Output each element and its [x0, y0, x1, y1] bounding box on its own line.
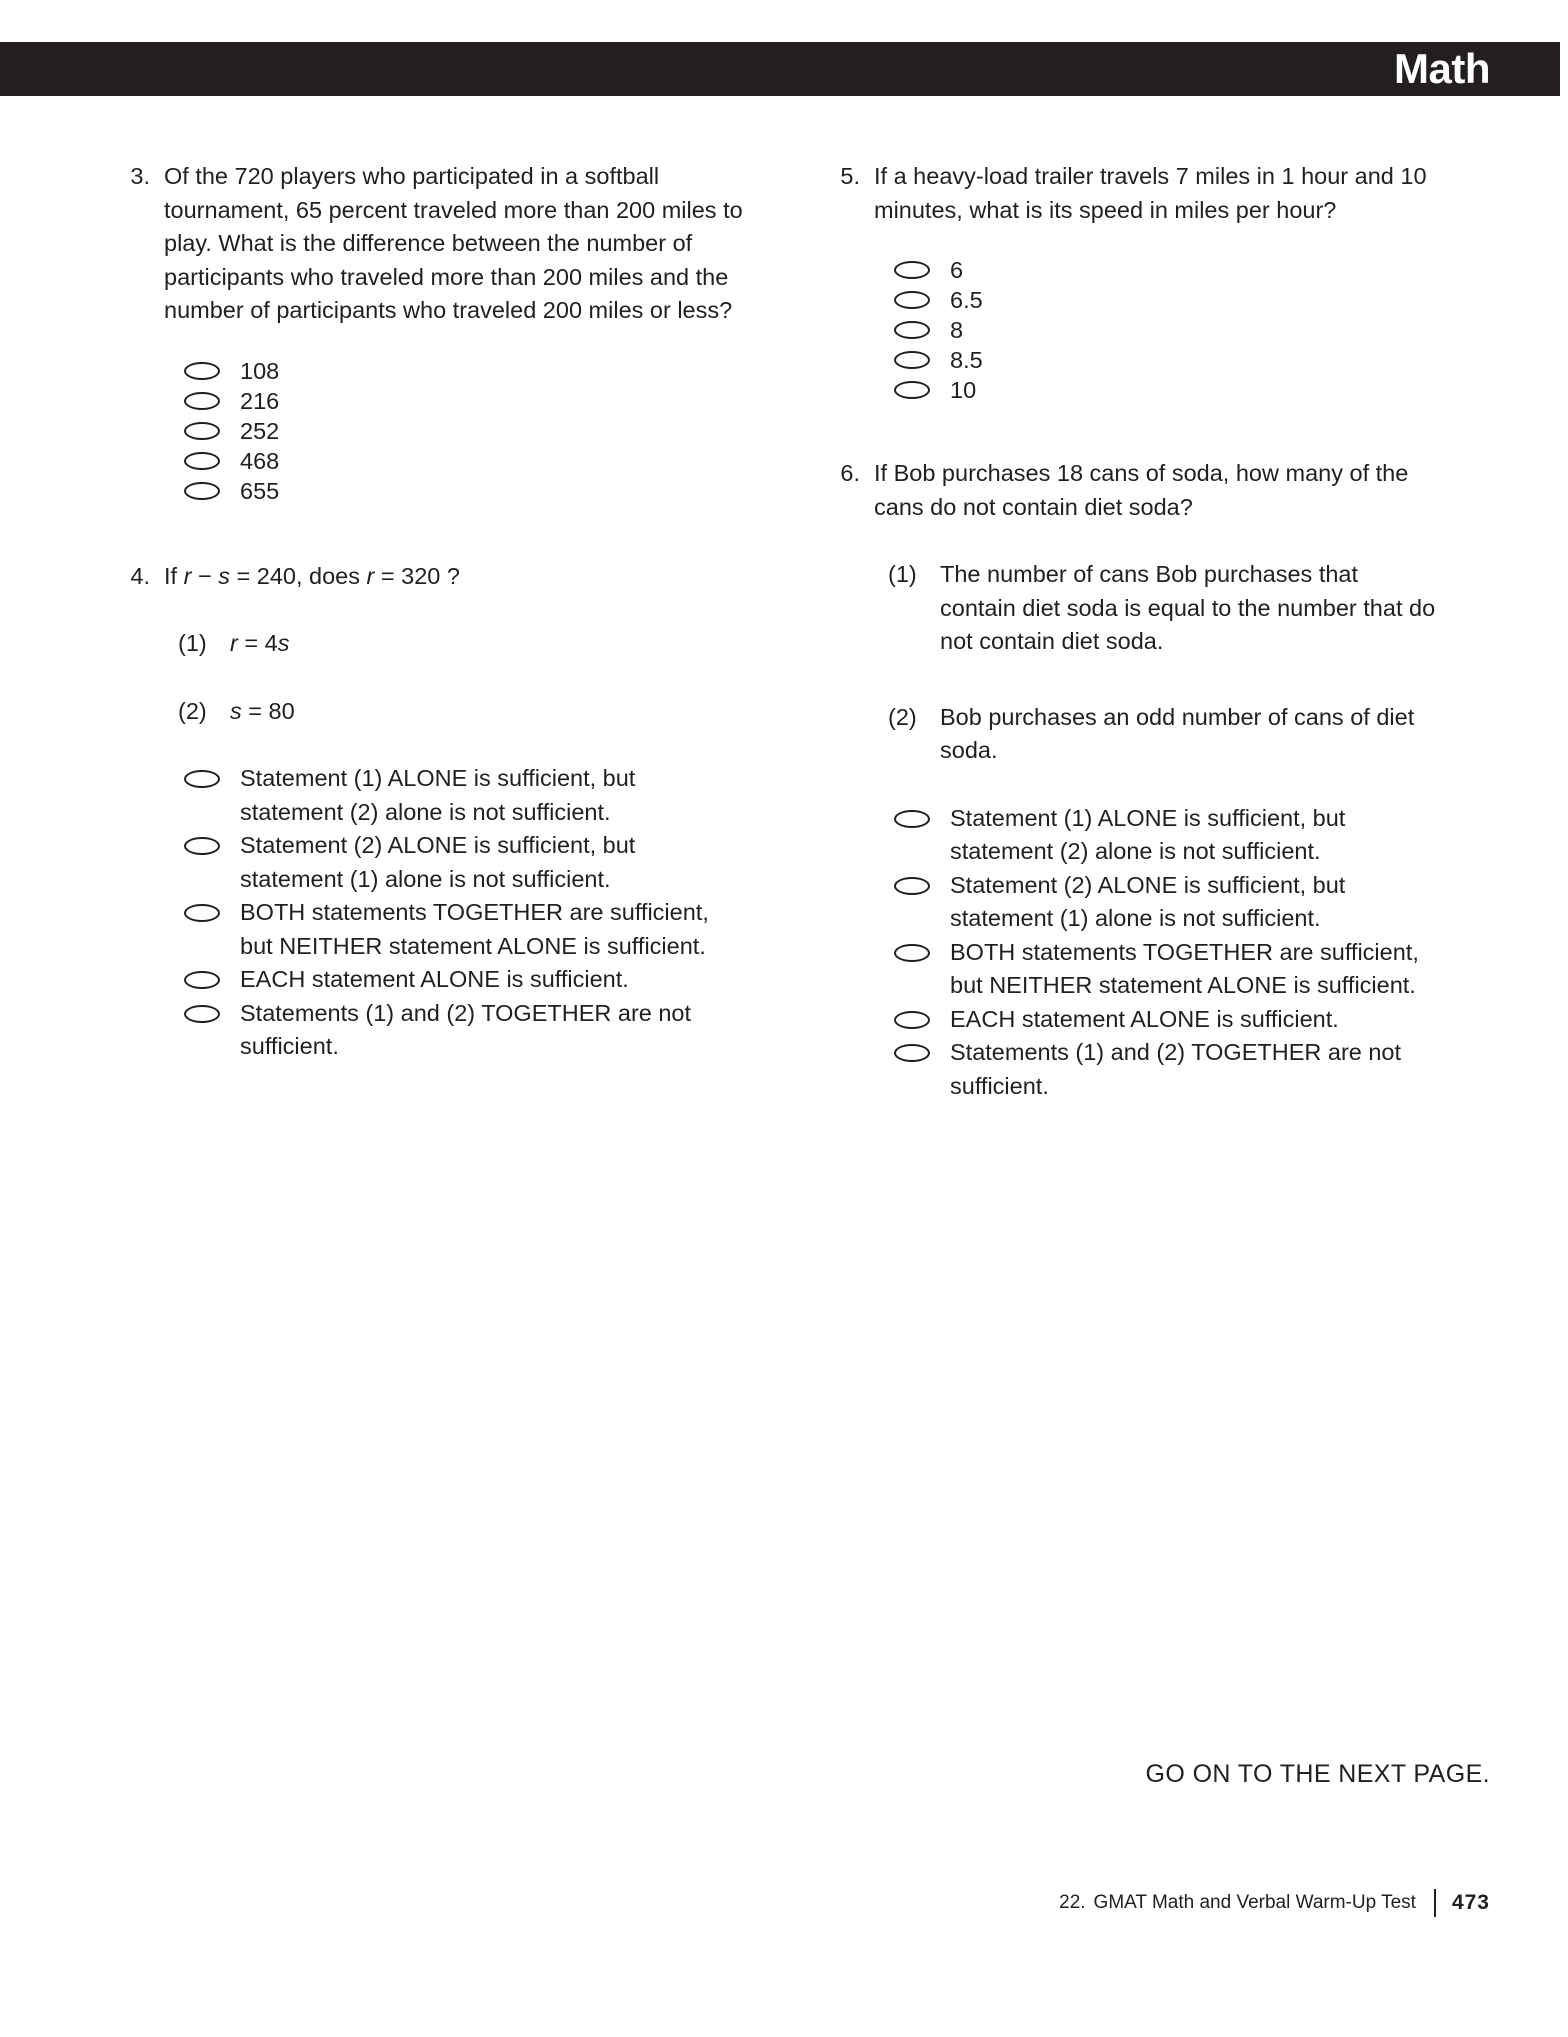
question-6-statement-2-text: Bob purchases an odd number of cans of diet soda. — [940, 703, 1415, 763]
question-6-statement-1-label: (1) — [888, 561, 917, 587]
radio-bubble-icon[interactable] — [894, 351, 930, 369]
question-5-choice-1[interactable] — [894, 255, 1492, 285]
question-4-choice-4[interactable] — [184, 963, 782, 997]
question-5-choice-3[interactable] — [894, 315, 1492, 345]
question-3-choice-5[interactable] — [184, 476, 782, 506]
q4-var-r-1: r — [183, 562, 192, 589]
question-6-choice-5[interactable] — [894, 1036, 1492, 1103]
radio-bubble-icon[interactable] — [184, 362, 220, 380]
question-4-choice-5-label: Statements (1) and (2) TOGETHER are not sufficient. — [240, 999, 692, 1059]
question-6-statement-1 — [888, 558, 1492, 659]
question-6-statement-2 — [888, 701, 1492, 768]
radio-bubble-icon[interactable] — [894, 1011, 930, 1029]
question-4-choice-2[interactable] — [184, 829, 782, 896]
radio-bubble-icon[interactable] — [894, 1044, 930, 1062]
question-3-choice-4-label: 468 — [240, 447, 280, 474]
question-6-number: 6. — [840, 460, 860, 486]
question-6-statement-1-text: The number of cans Bob purchases that contain diet soda is equal to the number that do not contain diet soda. — [940, 561, 1436, 654]
radio-bubble-icon[interactable] — [184, 904, 220, 922]
question-6-stem — [874, 457, 1454, 524]
question-6-choice-1[interactable] — [894, 802, 1492, 869]
q4-s2-eq: = 80 — [241, 697, 295, 724]
question-4-choice-5[interactable] — [184, 997, 782, 1064]
q4-s1-var-s: s — [277, 630, 290, 656]
question-5-choice-3-label: 8 — [950, 317, 964, 343]
question-4-choice-4-label: EACH statement ALONE is sufficient. — [240, 966, 629, 992]
radio-bubble-icon[interactable] — [894, 381, 930, 399]
question-6-choice-4[interactable] — [894, 1003, 1492, 1037]
question-3-choice-4[interactable] — [184, 446, 782, 476]
question-3-choice-3[interactable] — [184, 416, 782, 446]
question-5 — [832, 160, 1492, 227]
question-4-choice-3[interactable] — [184, 896, 782, 963]
go-on-notice: GO ON TO THE NEXT PAGE. — [1145, 1760, 1490, 1788]
question-5-choice-2-label: 6.5 — [950, 287, 983, 313]
question-4-statement-2 — [178, 695, 782, 729]
question-4-statements — [122, 627, 782, 728]
radio-bubble-icon[interactable] — [894, 261, 930, 279]
question-3-choice-1[interactable] — [184, 356, 782, 386]
question-4-choice-1[interactable] — [184, 762, 782, 829]
question-3-choice-1-label: 108 — [240, 357, 280, 384]
question-4-statement-2-label: (2) — [178, 697, 207, 724]
question-6-choice-1-label: Statement (1) ALONE is sufficient, but statement (2) alone is not sufficient. — [950, 804, 1346, 864]
radio-bubble-icon[interactable] — [184, 452, 220, 470]
radio-bubble-icon[interactable] — [184, 392, 220, 410]
radio-bubble-icon[interactable] — [894, 877, 930, 895]
q4-var-r-2: r — [366, 562, 375, 589]
question-5-choice-5[interactable] — [894, 375, 1492, 405]
question-3 — [122, 160, 782, 328]
question-3-choices — [122, 356, 782, 506]
q4-p2: − — [191, 562, 219, 589]
left-column — [122, 160, 782, 1103]
radio-bubble-icon[interactable] — [894, 944, 930, 962]
radio-bubble-icon[interactable] — [894, 291, 930, 309]
question-6 — [832, 457, 1492, 524]
question-6-stem-text: If Bob purchases 18 cans of soda, how many of the cans do not contain diet soda? — [874, 460, 1409, 520]
question-5-choice-1-label: 6 — [950, 257, 964, 283]
question-6-statements — [832, 558, 1492, 768]
question-4-number: 4. — [130, 562, 150, 589]
radio-bubble-icon[interactable] — [894, 321, 930, 339]
question-5-stem — [874, 160, 1454, 227]
q4-p4: = 240, does — [229, 562, 367, 589]
question-4-statement-1-text — [230, 627, 289, 661]
question-3-number: 3. — [130, 163, 150, 189]
question-4-choice-1-label: Statement (1) ALONE is sufficient, but statement (2) alone is not sufficient. — [240, 765, 636, 825]
question-6-choice-4-label: EACH statement ALONE is sufficient. — [950, 1005, 1339, 1032]
radio-bubble-icon[interactable] — [184, 482, 220, 500]
question-3-choice-2[interactable] — [184, 386, 782, 416]
question-3-choice-5-label: 655 — [240, 477, 280, 504]
question-6-choice-3-label: BOTH statements TOGETHER are sufficient, but NEITHER statement ALONE is sufficient. — [950, 938, 1419, 998]
q4-s2-var-s: s — [230, 697, 242, 724]
two-column-body — [0, 160, 1568, 1103]
q4-p6: = 320 ? — [374, 562, 460, 589]
question-6-choice-2[interactable] — [894, 869, 1492, 936]
footer-section-title: GMAT Math and Verbal Warm-Up Test — [1093, 1892, 1416, 1913]
question-5-choices — [832, 255, 1492, 405]
question-6-statement-2-label: (2) — [888, 703, 917, 730]
question-5-number: 5. — [840, 163, 860, 189]
q4-s1-var-r: r — [230, 630, 238, 656]
question-4 — [122, 560, 782, 594]
radio-bubble-icon[interactable] — [184, 1005, 220, 1023]
page-header-title: Math — [1394, 45, 1490, 92]
q4-var-s-1: s — [218, 562, 230, 589]
question-6-choice-3[interactable] — [894, 936, 1492, 1003]
question-6-choice-2-label: Statement (2) ALONE is sufficient, but statement (1) alone is not sufficient. — [950, 871, 1346, 931]
radio-bubble-icon[interactable] — [894, 810, 930, 828]
question-5-stem-text: If a heavy-load trailer travels 7 miles in 1 hour and 10 minutes, what is its speed in miles per hour? — [874, 163, 1427, 223]
footer-chapter-number: 22. — [1059, 1892, 1086, 1913]
question-5-choice-2[interactable] — [894, 285, 1492, 315]
question-4-choice-2-label: Statement (2) ALONE is sufficient, but statement (1) alone is not sufficient. — [240, 832, 636, 892]
footer-divider — [1434, 1889, 1436, 1917]
radio-bubble-icon[interactable] — [184, 770, 220, 788]
radio-bubble-icon[interactable] — [184, 422, 220, 440]
question-4-statement-1-label: (1) — [178, 630, 207, 656]
question-4-statement-2-text — [230, 695, 295, 729]
q4-s1-eq: = 4 — [237, 630, 278, 656]
right-column — [832, 160, 1492, 1103]
radio-bubble-icon[interactable] — [184, 837, 220, 855]
question-4-choice-3-label: BOTH statements TOGETHER are sufficient, but NEITHER statement ALONE is sufficient. — [240, 899, 709, 959]
page-header-bar — [0, 42, 1560, 96]
question-6-choice-5-label: Statements (1) and (2) TOGETHER are not sufficient. — [950, 1039, 1402, 1099]
footer-page-number: 473 — [1451, 1891, 1490, 1914]
question-3-choice-2-label: 216 — [240, 387, 280, 414]
question-3-stem-text: Of the 720 players who participated in a softball tournament, 65 percent traveled more than 200 miles to play. What is the difference between the number of participants who traveled more than 200 miles and the number of participants who traveled 200 miles or less? — [164, 163, 743, 323]
page-footer — [1059, 1889, 1490, 1917]
question-4-stem — [164, 560, 460, 594]
question-3-choice-3-label: 252 — [240, 417, 280, 444]
question-3-stem — [164, 160, 744, 328]
question-4-choices — [122, 762, 782, 1064]
radio-bubble-icon[interactable] — [184, 971, 220, 989]
question-5-choice-4[interactable] — [894, 345, 1492, 375]
question-5-choice-4-label: 8.5 — [950, 347, 983, 373]
question-5-choice-5-label: 10 — [950, 377, 977, 403]
q4-p0: If — [164, 562, 184, 589]
question-6-choices — [832, 802, 1492, 1104]
question-4-statement-1 — [178, 627, 782, 661]
